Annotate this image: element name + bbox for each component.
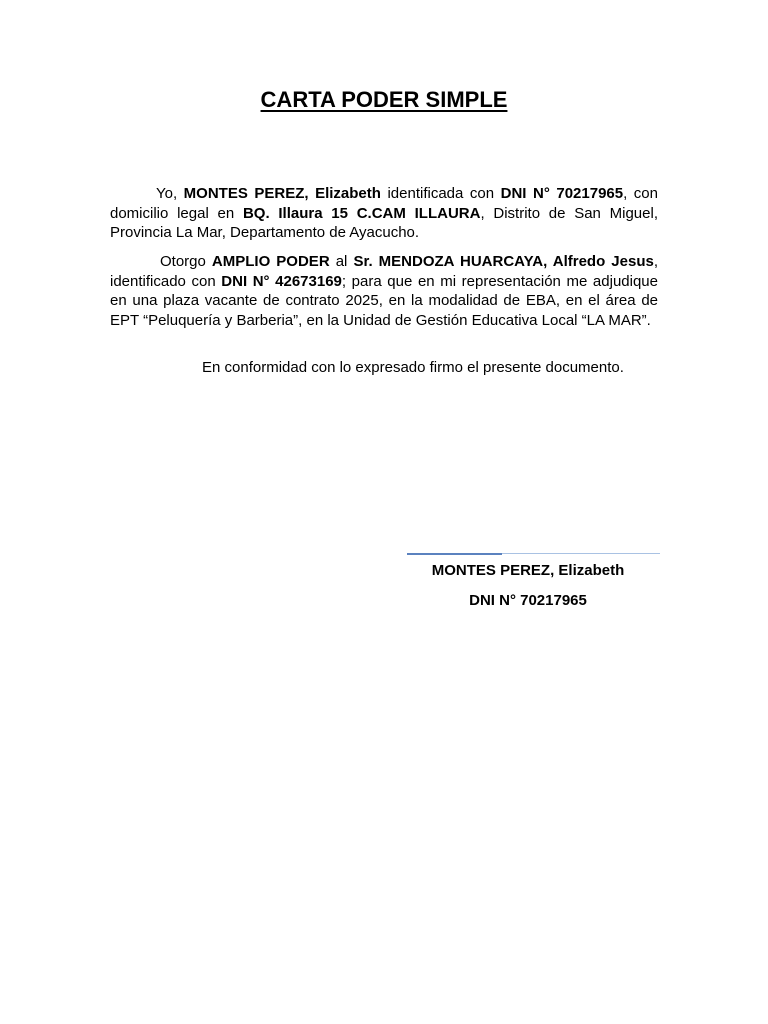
paragraph-conformity: En conformidad con lo expresado firmo el presente documento. [202,359,624,376]
signature-dni: DNI N° 70217965 [469,592,587,609]
paragraph-identification [110,184,658,243]
p2-text-3: , identificado con [110,253,658,290]
grantor-address: BQ. Illaura 15 C.CAM ILLAURA [242,204,481,222]
signature-line-accent [407,553,502,555]
p1-text-4: , Distrito de San Miguel, Provincia La Mar, Departamento de Ayacucho. [110,204,658,242]
signature-name: MONTES PEREZ, Elizabeth [431,562,625,579]
p2-text-2: al [329,253,354,270]
p1-text-2: identificada con [380,185,501,202]
p1-text-1: Yo, [156,185,184,202]
power-type: AMPLIO PODER [211,253,330,270]
agent-name: Sr. MENDOZA HUARCAYA, Alfredo Jesus [353,253,654,270]
document-title: CARTA PODER SIMPLE [260,87,508,112]
p2-text-1: Otorgo [160,253,212,270]
grantor-name: MONTES PEREZ, Elizabeth [183,185,381,202]
paragraph-grant-of-power [110,252,658,330]
p2-text-4: ; para que en mi representación me adjudique en una plaza vacante de contrato 2025, en la modalidad de EBA, en el área de EPT “Peluquería y Barberia”, en la Unidad de Gestión Educativa Local “LA MAR”. [110,272,658,329]
agent-dni: DNI N° 42673169 [221,272,342,290]
p1-text-3: , con domicilio legal en [110,185,658,222]
grantor-dni: DNI N° 70217965 [500,185,624,202]
